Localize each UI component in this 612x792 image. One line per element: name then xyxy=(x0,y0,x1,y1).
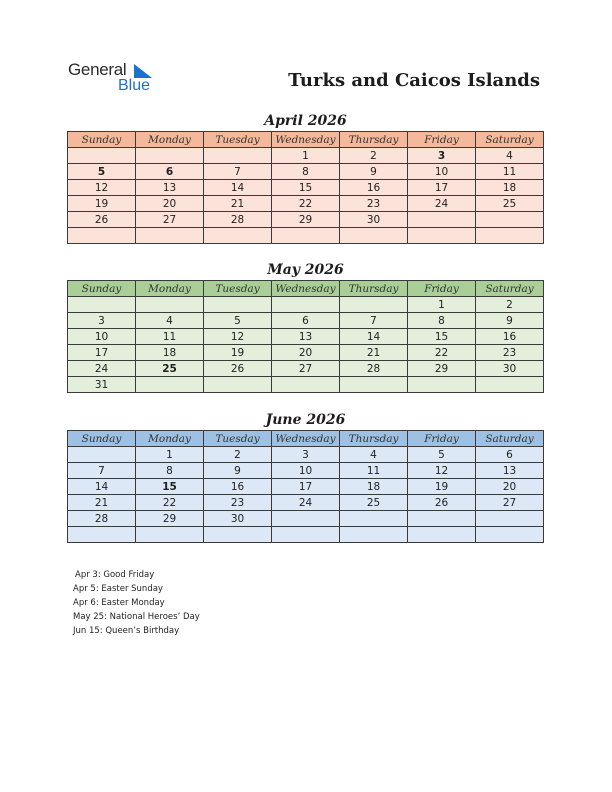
week-row xyxy=(68,345,544,361)
empty-day-cell xyxy=(476,511,544,527)
day-cell: 18 xyxy=(476,180,544,196)
day-cell: 30 xyxy=(204,511,272,527)
weekday-header: Thursday xyxy=(340,281,408,297)
day-cell: 28 xyxy=(68,511,136,527)
day-cell: 4 xyxy=(136,313,204,329)
holiday-note: May 25: National Heroes’ Day xyxy=(73,612,200,622)
day-cell: 13 xyxy=(476,463,544,479)
empty-day-cell xyxy=(204,527,272,543)
week-row xyxy=(68,377,544,393)
day-cell: 22 xyxy=(272,196,340,212)
weekday-header-row xyxy=(68,281,544,297)
empty-day-cell xyxy=(68,447,136,463)
calendar-table xyxy=(67,131,544,244)
empty-day-cell xyxy=(204,297,272,313)
weekday-header: Thursday xyxy=(340,431,408,447)
day-cell: 12 xyxy=(204,329,272,345)
day-cell: 6 xyxy=(476,447,544,463)
day-cell: 26 xyxy=(204,361,272,377)
empty-day-cell xyxy=(136,377,204,393)
holiday-note: Jun 15: Queen’s Birthday xyxy=(73,626,180,636)
empty-day-cell xyxy=(408,377,476,393)
day-cell: 15 xyxy=(136,479,204,495)
day-cell: 23 xyxy=(476,345,544,361)
week-row xyxy=(68,228,544,244)
month-april xyxy=(67,112,544,244)
day-cell: 28 xyxy=(340,361,408,377)
weekday-header: Tuesday xyxy=(204,281,272,297)
day-cell: 12 xyxy=(408,463,476,479)
day-cell: 17 xyxy=(272,479,340,495)
week-row xyxy=(68,164,544,180)
empty-day-cell xyxy=(272,527,340,543)
empty-day-cell xyxy=(476,212,544,228)
day-cell: 1 xyxy=(272,148,340,164)
day-cell: 17 xyxy=(68,345,136,361)
week-row xyxy=(68,479,544,495)
empty-day-cell xyxy=(476,527,544,543)
empty-day-cell xyxy=(136,148,204,164)
empty-day-cell xyxy=(272,377,340,393)
week-row xyxy=(68,196,544,212)
day-cell: 7 xyxy=(340,313,408,329)
day-cell: 30 xyxy=(476,361,544,377)
month-june xyxy=(67,411,544,543)
empty-day-cell xyxy=(136,297,204,313)
country-title: Turks and Caicos Islands xyxy=(288,70,540,91)
day-cell: 20 xyxy=(272,345,340,361)
calendar-table xyxy=(67,280,544,393)
day-cell: 9 xyxy=(476,313,544,329)
weekday-header: Tuesday xyxy=(204,132,272,148)
empty-day-cell xyxy=(68,527,136,543)
day-cell: 17 xyxy=(408,180,476,196)
month-title: April 2026 xyxy=(264,113,347,129)
day-cell: 24 xyxy=(408,196,476,212)
day-cell: 5 xyxy=(68,164,136,180)
empty-day-cell xyxy=(476,228,544,244)
day-cell: 13 xyxy=(136,180,204,196)
day-cell: 27 xyxy=(272,361,340,377)
day-cell: 3 xyxy=(272,447,340,463)
day-cell: 19 xyxy=(68,196,136,212)
weekday-header-row xyxy=(68,431,544,447)
weekday-header: Sunday xyxy=(68,431,136,447)
weekday-header: Monday xyxy=(136,281,204,297)
week-row xyxy=(68,329,544,345)
day-cell: 23 xyxy=(340,196,408,212)
day-cell: 21 xyxy=(340,345,408,361)
day-cell: 22 xyxy=(408,345,476,361)
month-title: June 2026 xyxy=(265,412,346,428)
empty-day-cell xyxy=(340,511,408,527)
holiday-notes xyxy=(75,568,200,638)
day-cell: 24 xyxy=(272,495,340,511)
day-cell: 5 xyxy=(204,313,272,329)
empty-day-cell xyxy=(204,377,272,393)
day-cell: 25 xyxy=(476,196,544,212)
empty-day-cell xyxy=(68,228,136,244)
weekday-header-row xyxy=(68,132,544,148)
day-cell: 16 xyxy=(204,479,272,495)
day-cell: 2 xyxy=(204,447,272,463)
holiday-note: Apr 5: Easter Sunday xyxy=(73,584,163,594)
day-cell: 11 xyxy=(476,164,544,180)
week-row xyxy=(68,511,544,527)
week-row xyxy=(68,447,544,463)
day-cell: 15 xyxy=(272,180,340,196)
day-cell: 29 xyxy=(272,212,340,228)
day-cell: 29 xyxy=(136,511,204,527)
week-row xyxy=(68,297,544,313)
empty-day-cell xyxy=(476,377,544,393)
empty-day-cell xyxy=(68,297,136,313)
empty-day-cell xyxy=(272,228,340,244)
day-cell: 23 xyxy=(204,495,272,511)
logo xyxy=(68,60,168,96)
day-cell: 16 xyxy=(340,180,408,196)
day-cell: 27 xyxy=(136,212,204,228)
day-cell: 27 xyxy=(476,495,544,511)
day-cell: 13 xyxy=(272,329,340,345)
empty-day-cell xyxy=(272,297,340,313)
day-cell: 9 xyxy=(204,463,272,479)
empty-day-cell xyxy=(340,377,408,393)
empty-day-cell xyxy=(408,527,476,543)
holiday-note: Apr 3: Good Friday xyxy=(75,570,155,580)
empty-day-cell xyxy=(408,212,476,228)
weekday-header: Saturday xyxy=(476,132,544,148)
weekday-header: Wednesday xyxy=(272,431,340,447)
week-row xyxy=(68,212,544,228)
weekday-header: Friday xyxy=(408,431,476,447)
day-cell: 25 xyxy=(136,361,204,377)
day-cell: 22 xyxy=(136,495,204,511)
weekday-header: Friday xyxy=(408,281,476,297)
empty-day-cell xyxy=(408,511,476,527)
day-cell: 3 xyxy=(68,313,136,329)
logo-text-blue: Blue xyxy=(118,77,151,94)
empty-day-cell xyxy=(204,148,272,164)
day-cell: 10 xyxy=(408,164,476,180)
empty-day-cell xyxy=(272,511,340,527)
empty-day-cell xyxy=(204,228,272,244)
empty-day-cell xyxy=(136,527,204,543)
day-cell: 26 xyxy=(408,495,476,511)
day-cell: 6 xyxy=(136,164,204,180)
day-cell: 8 xyxy=(408,313,476,329)
day-cell: 2 xyxy=(340,148,408,164)
month-title: May 2026 xyxy=(267,262,344,278)
day-cell: 3 xyxy=(408,148,476,164)
month-may xyxy=(67,261,544,393)
day-cell: 16 xyxy=(476,329,544,345)
calendar-table xyxy=(67,430,544,543)
day-cell: 2 xyxy=(476,297,544,313)
week-row xyxy=(68,180,544,196)
empty-day-cell xyxy=(68,148,136,164)
day-cell: 21 xyxy=(204,196,272,212)
week-row xyxy=(68,463,544,479)
day-cell: 5 xyxy=(408,447,476,463)
day-cell: 29 xyxy=(408,361,476,377)
day-cell: 31 xyxy=(68,377,136,393)
day-cell: 25 xyxy=(340,495,408,511)
week-row xyxy=(68,313,544,329)
day-cell: 12 xyxy=(68,180,136,196)
day-cell: 19 xyxy=(408,479,476,495)
holiday-note: Apr 6: Easter Monday xyxy=(73,598,165,608)
day-cell: 9 xyxy=(340,164,408,180)
day-cell: 18 xyxy=(340,479,408,495)
day-cell: 1 xyxy=(136,447,204,463)
day-cell: 7 xyxy=(204,164,272,180)
weekday-header: Wednesday xyxy=(272,281,340,297)
day-cell: 11 xyxy=(340,463,408,479)
day-cell: 6 xyxy=(272,313,340,329)
empty-day-cell xyxy=(340,228,408,244)
day-cell: 28 xyxy=(204,212,272,228)
empty-day-cell xyxy=(340,297,408,313)
day-cell: 4 xyxy=(476,148,544,164)
day-cell: 18 xyxy=(136,345,204,361)
day-cell: 8 xyxy=(136,463,204,479)
weekday-header: Saturday xyxy=(476,281,544,297)
day-cell: 4 xyxy=(340,447,408,463)
day-cell: 8 xyxy=(272,164,340,180)
empty-day-cell xyxy=(136,228,204,244)
weekday-header: Tuesday xyxy=(204,431,272,447)
day-cell: 20 xyxy=(476,479,544,495)
day-cell: 14 xyxy=(204,180,272,196)
weekday-header: Wednesday xyxy=(272,132,340,148)
week-row xyxy=(68,495,544,511)
weekday-header: Thursday xyxy=(340,132,408,148)
weekday-header: Sunday xyxy=(68,132,136,148)
day-cell: 11 xyxy=(136,329,204,345)
day-cell: 30 xyxy=(340,212,408,228)
weekday-header: Monday xyxy=(136,431,204,447)
day-cell: 14 xyxy=(340,329,408,345)
day-cell: 24 xyxy=(68,361,136,377)
day-cell: 21 xyxy=(68,495,136,511)
week-row xyxy=(68,361,544,377)
weekday-header: Friday xyxy=(408,132,476,148)
day-cell: 14 xyxy=(68,479,136,495)
logo-text-general: General xyxy=(68,60,127,79)
week-row xyxy=(68,527,544,543)
empty-day-cell xyxy=(340,527,408,543)
weekday-header: Saturday xyxy=(476,431,544,447)
weekday-header: Monday xyxy=(136,132,204,148)
day-cell: 26 xyxy=(68,212,136,228)
weekday-header: Sunday xyxy=(68,281,136,297)
day-cell: 20 xyxy=(136,196,204,212)
day-cell: 10 xyxy=(272,463,340,479)
day-cell: 15 xyxy=(408,329,476,345)
day-cell: 10 xyxy=(68,329,136,345)
day-cell: 1 xyxy=(408,297,476,313)
day-cell: 19 xyxy=(204,345,272,361)
week-row xyxy=(68,148,544,164)
day-cell: 7 xyxy=(68,463,136,479)
empty-day-cell xyxy=(408,228,476,244)
